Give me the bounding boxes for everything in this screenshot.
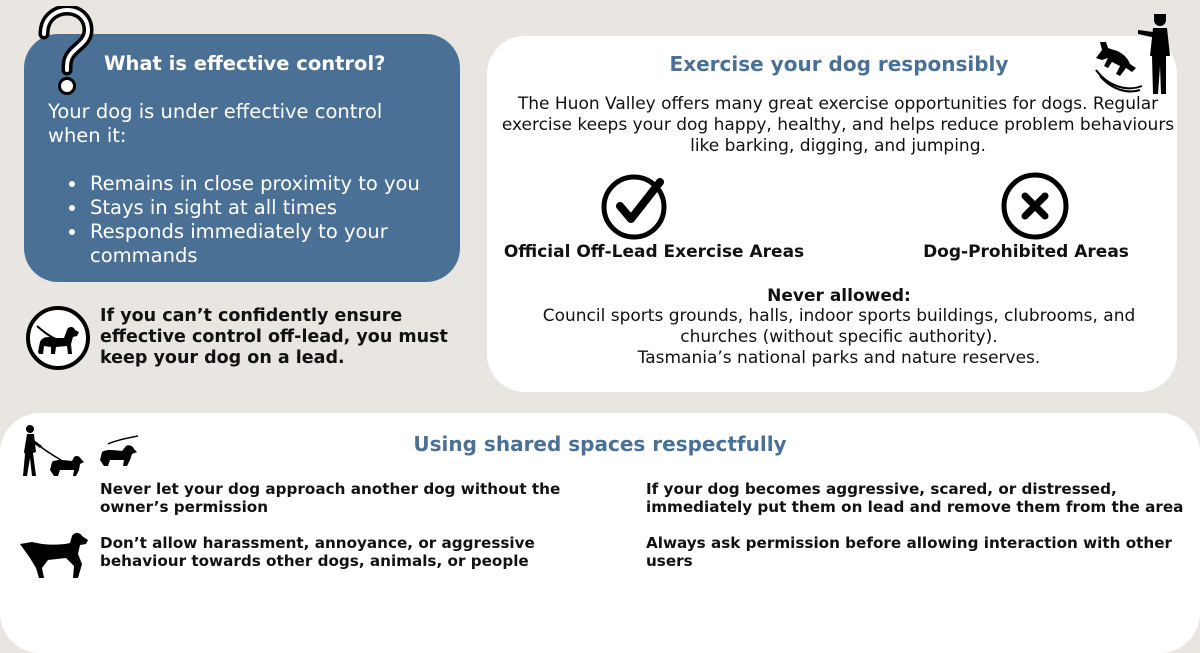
control-title: What is effective control? [104, 52, 386, 75]
list-item: • Responds immediately to your commands [88, 220, 468, 268]
list-item: • Remains in close proximity to you [88, 172, 468, 196]
shared-tip: Always ask permission before allowing interaction with other users [646, 534, 1172, 570]
list-item: • Stays in sight at all times [88, 196, 468, 220]
never-allowed-heading: Never allowed: [767, 286, 911, 306]
shared-tip: Don’t allow harassment, annoyance, or aggressive behaviour towards other dogs, animals, or people [100, 534, 535, 570]
shared-tip: If your dog becomes aggressive, scared, or distressed, immediately put them on lead and remove them from the area [646, 480, 1184, 516]
jumping-dog-icon [18, 528, 90, 580]
shared-tip: Never let your dog approach another dog without the owner’s permission [100, 480, 561, 516]
never-allowed-list [487, 306, 1191, 369]
exercise-title: Exercise your dog responsibly [669, 52, 1009, 76]
prohibited-areas-label: Dog-Prohibited Areas [923, 242, 1129, 262]
person-walking-dogs-icon [18, 424, 144, 480]
never-allowed-item: Tasmania’s national parks and nature reserves. [637, 348, 1041, 368]
never-allowed-item: Council sports grounds, halls, indoor sports buildings, clubrooms, and churches (without specific authority). [542, 306, 1136, 347]
dog-on-lead-icon [24, 304, 92, 372]
off-lead-areas-label: Official Off-Lead Exercise Areas [503, 242, 805, 262]
dog-runner-icon [1090, 6, 1186, 98]
control-points-list [68, 172, 468, 268]
exercise-intro: The Huon Valley offers many great exercise opportunities for dogs. Regular exercise keeps your dog happy, healthy, and helps reduce problem behaviours like barking, digging, and jumping. [501, 94, 1175, 156]
cross-circle-icon [999, 170, 1071, 242]
question-mark-icon [36, 6, 94, 98]
control-intro: Your dog is under effective control when it: [48, 100, 383, 147]
check-circle-icon [598, 172, 672, 240]
shared-spaces-title: Using shared spaces respectfully [413, 432, 787, 456]
lead-requirement-note: If you can’t confidently ensure effective control off-lead, you must keep your dog on a lead. [100, 306, 448, 368]
